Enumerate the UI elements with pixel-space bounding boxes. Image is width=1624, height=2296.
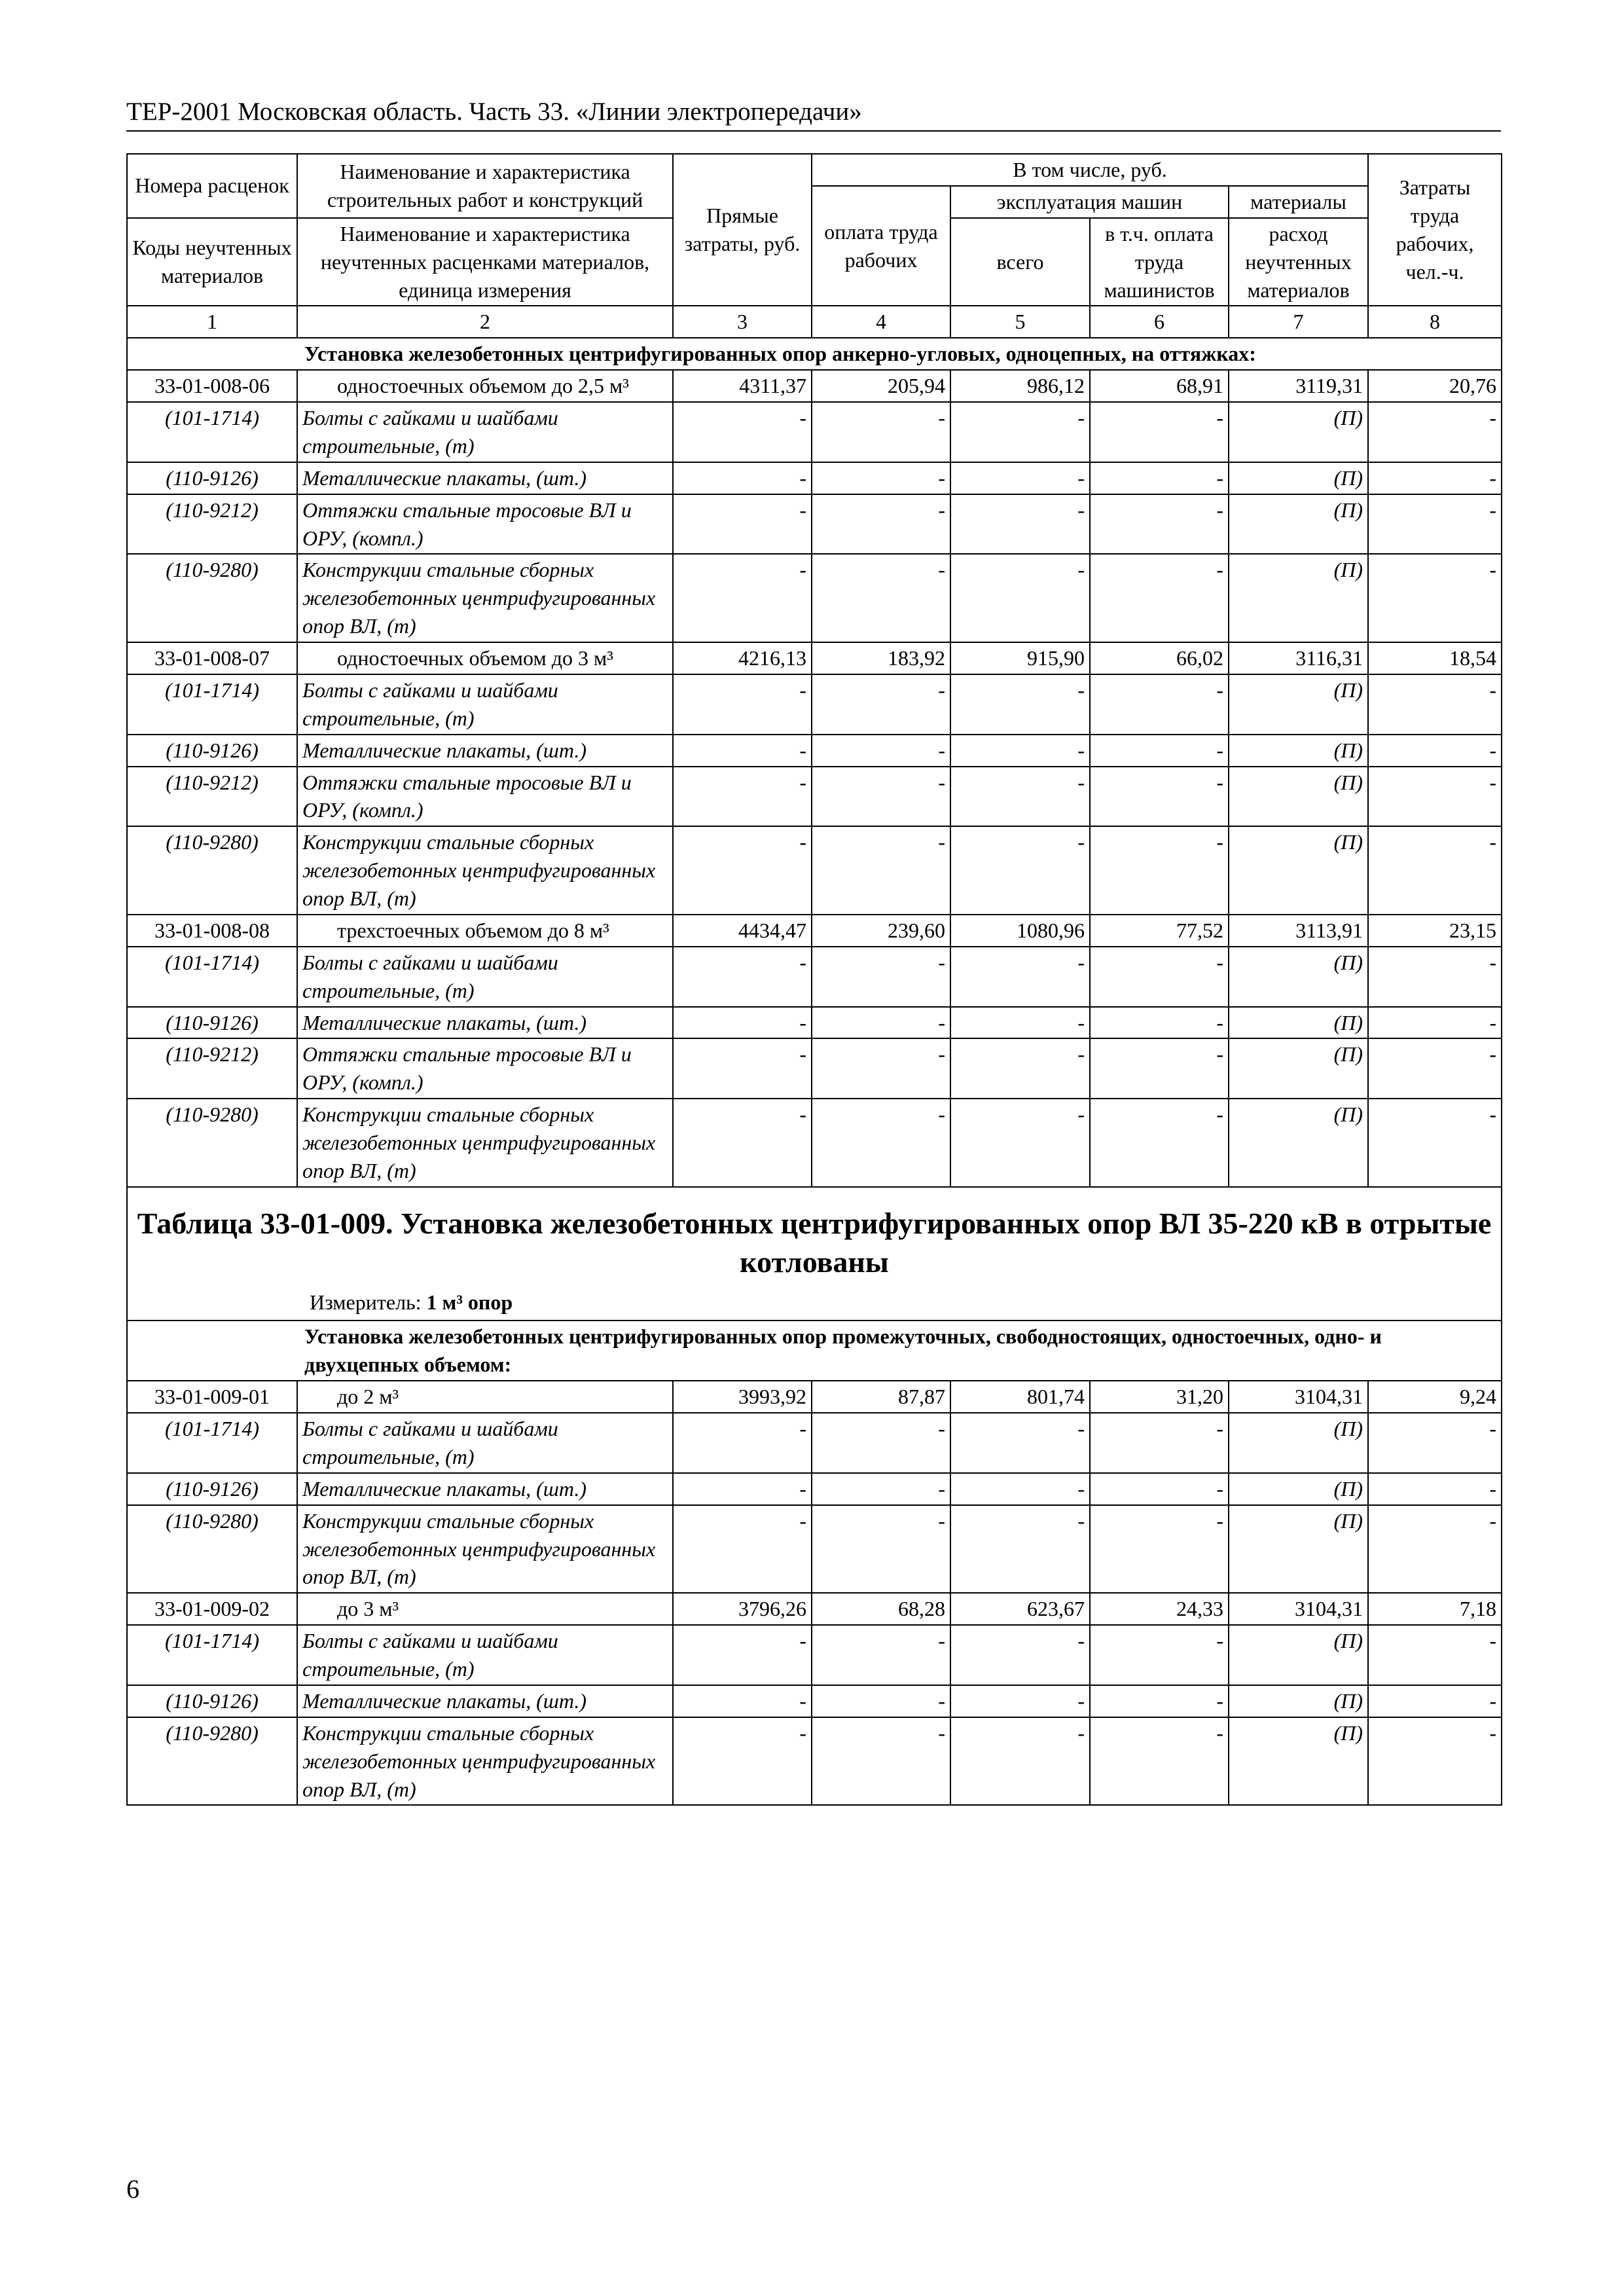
section-title: Установка железобетонных центрифугированных опор анкерно-угловых, одноцепных, на оттяжках: bbox=[127, 338, 1502, 370]
header-machines: эксплуатация машин bbox=[950, 186, 1229, 218]
empty-value: - bbox=[812, 1685, 950, 1717]
empty-value: - bbox=[1368, 462, 1502, 494]
header-rate-numbers: Номера расценок bbox=[127, 154, 297, 218]
empty-value: - bbox=[1090, 1099, 1229, 1187]
machines-total-value: 1080,96 bbox=[950, 915, 1090, 947]
rate-code: 33-01-008-06 bbox=[127, 370, 297, 402]
empty-value: - bbox=[1368, 1717, 1502, 1806]
header-labor: Затраты труда рабочих, чел.-ч. bbox=[1368, 154, 1502, 306]
direct-costs-value: 4434,47 bbox=[673, 915, 812, 947]
material-row bbox=[127, 674, 1502, 735]
section-title: Установка железобетонных центрифугированных опор промежуточных, свободностоящих, одностоечных, одно- и двухцепных объемом: bbox=[127, 1321, 1502, 1381]
empty-value: - bbox=[673, 947, 812, 1007]
materials-value: 3116,31 bbox=[1229, 642, 1368, 674]
column-number: 5 bbox=[950, 306, 1090, 338]
empty-value: - bbox=[812, 826, 950, 915]
empty-value: - bbox=[950, 1717, 1090, 1806]
material-name: Оттяжки стальные тросовые ВЛ и ОРУ, (компл.) bbox=[297, 494, 673, 555]
empty-value: - bbox=[950, 1099, 1090, 1187]
material-marker: (П) bbox=[1229, 1099, 1368, 1187]
direct-costs-value: 3796,26 bbox=[673, 1593, 812, 1625]
empty-value: - bbox=[1368, 826, 1502, 915]
material-name: Металлические плакаты, (шт.) bbox=[297, 1007, 673, 1039]
material-name: Болты с гайками и шайбами строительные, (т) bbox=[297, 402, 673, 462]
empty-value: - bbox=[1368, 1685, 1502, 1717]
empty-value: - bbox=[673, 767, 812, 827]
empty-value: - bbox=[673, 1473, 812, 1505]
rate-code: 33-01-009-01 bbox=[127, 1381, 297, 1413]
header-unaccounted-use: расход неучтенных материалов bbox=[1229, 218, 1368, 306]
empty-value: - bbox=[673, 494, 812, 555]
material-name: Болты с гайками и шайбами строительные, (т) bbox=[297, 674, 673, 735]
material-name: Конструкции стальные сборных железобетонных центрифугированных опор ВЛ, (т) bbox=[297, 1099, 673, 1187]
empty-value: - bbox=[1368, 1413, 1502, 1473]
direct-costs-value: 4216,13 bbox=[673, 642, 812, 674]
empty-value: - bbox=[1368, 767, 1502, 827]
empty-value: - bbox=[950, 826, 1090, 915]
table-title-block bbox=[127, 1187, 1502, 1321]
empty-value: - bbox=[1090, 735, 1229, 767]
material-code: (110-9126) bbox=[127, 462, 297, 494]
material-row bbox=[127, 1007, 1502, 1039]
machinists-value: 66,02 bbox=[1090, 642, 1229, 674]
material-name: Металлические плакаты, (шт.) bbox=[297, 1473, 673, 1505]
material-marker: (П) bbox=[1229, 767, 1368, 827]
material-code: (110-9280) bbox=[127, 826, 297, 915]
empty-value: - bbox=[950, 494, 1090, 555]
empty-value: - bbox=[950, 767, 1090, 827]
material-row bbox=[127, 1505, 1502, 1594]
header-total: всего bbox=[950, 218, 1090, 306]
labor-value: 7,18 bbox=[1368, 1593, 1502, 1625]
material-row bbox=[127, 735, 1502, 767]
material-code: (110-9280) bbox=[127, 1505, 297, 1594]
material-code: (110-9212) bbox=[127, 494, 297, 555]
empty-value: - bbox=[673, 1099, 812, 1187]
material-marker: (П) bbox=[1229, 1413, 1368, 1473]
empty-value: - bbox=[1090, 767, 1229, 827]
material-marker: (П) bbox=[1229, 462, 1368, 494]
empty-value: - bbox=[673, 1038, 812, 1099]
material-code: (101-1714) bbox=[127, 947, 297, 1007]
wages-value: 205,94 bbox=[812, 370, 950, 402]
unit-label: Измеритель: bbox=[310, 1290, 422, 1314]
material-marker: (П) bbox=[1229, 1685, 1368, 1717]
material-marker: (П) bbox=[1229, 826, 1368, 915]
empty-value: - bbox=[812, 402, 950, 462]
empty-value: - bbox=[673, 554, 812, 642]
direct-costs-value: 4311,37 bbox=[673, 370, 812, 402]
machines-total-value: 801,74 bbox=[950, 1381, 1090, 1413]
rate-code: 33-01-009-02 bbox=[127, 1593, 297, 1625]
rate-row bbox=[127, 915, 1502, 947]
empty-value: - bbox=[1090, 1413, 1229, 1473]
material-code: (110-9212) bbox=[127, 767, 297, 827]
empty-value: - bbox=[1368, 402, 1502, 462]
empty-value: - bbox=[1368, 735, 1502, 767]
empty-value: - bbox=[1090, 1473, 1229, 1505]
material-row bbox=[127, 1038, 1502, 1099]
empty-value: - bbox=[950, 1413, 1090, 1473]
empty-value: - bbox=[1090, 494, 1229, 555]
material-row bbox=[127, 1685, 1502, 1717]
machinists-value: 31,20 bbox=[1090, 1381, 1229, 1413]
material-marker: (П) bbox=[1229, 1505, 1368, 1594]
machines-total-value: 623,67 bbox=[950, 1593, 1090, 1625]
column-number: 2 bbox=[297, 306, 673, 338]
rate-code: 33-01-008-08 bbox=[127, 915, 297, 947]
material-row bbox=[127, 1717, 1502, 1806]
column-number: 4 bbox=[812, 306, 950, 338]
page-header: ТЕР-2001 Московская область. Часть 33. «Линии электропередачи» bbox=[126, 97, 1501, 132]
empty-value: - bbox=[950, 1685, 1090, 1717]
labor-value: 23,15 bbox=[1368, 915, 1502, 947]
empty-value: - bbox=[673, 402, 812, 462]
header-incl-machinists: в т.ч. оплата труда машинистов bbox=[1090, 218, 1229, 306]
empty-value: - bbox=[1368, 1473, 1502, 1505]
empty-value: - bbox=[1090, 1685, 1229, 1717]
empty-value: - bbox=[950, 402, 1090, 462]
material-row bbox=[127, 1473, 1502, 1505]
rate-row bbox=[127, 642, 1502, 674]
material-name: Металлические плакаты, (шт.) bbox=[297, 462, 673, 494]
header-codes-unaccounted: Коды неучтенных материалов bbox=[127, 218, 297, 306]
empty-value: - bbox=[1090, 1038, 1229, 1099]
materials-value: 3119,31 bbox=[1229, 370, 1368, 402]
material-name: Болты с гайками и шайбами строительные, (т) bbox=[297, 1413, 673, 1473]
material-name: Металлические плакаты, (шт.) bbox=[297, 1685, 673, 1717]
rate-name: трехстоечных объемом до 8 м³ bbox=[297, 915, 673, 947]
empty-value: - bbox=[673, 826, 812, 915]
empty-value: - bbox=[673, 735, 812, 767]
empty-value: - bbox=[950, 554, 1090, 642]
labor-value: 9,24 bbox=[1368, 1381, 1502, 1413]
material-row bbox=[127, 402, 1502, 462]
empty-value: - bbox=[1368, 674, 1502, 735]
material-marker: (П) bbox=[1229, 1038, 1368, 1099]
empty-value: - bbox=[950, 1473, 1090, 1505]
empty-value: - bbox=[812, 767, 950, 827]
empty-value: - bbox=[673, 1717, 812, 1806]
page-number: 6 bbox=[126, 2174, 139, 2204]
material-row bbox=[127, 1413, 1502, 1473]
empty-value: - bbox=[950, 674, 1090, 735]
empty-value: - bbox=[950, 1505, 1090, 1594]
empty-value: - bbox=[812, 1505, 950, 1594]
empty-value: - bbox=[1368, 1099, 1502, 1187]
material-row bbox=[127, 1625, 1502, 1685]
empty-value: - bbox=[1368, 554, 1502, 642]
material-name: Конструкции стальные сборных железобетонных центрифугированных опор ВЛ, (т) bbox=[297, 554, 673, 642]
empty-value: - bbox=[1090, 1625, 1229, 1685]
material-marker: (П) bbox=[1229, 674, 1368, 735]
labor-value: 18,54 bbox=[1368, 642, 1502, 674]
column-number: 8 bbox=[1368, 306, 1502, 338]
material-code: (101-1714) bbox=[127, 674, 297, 735]
empty-value: - bbox=[812, 1473, 950, 1505]
material-name: Оттяжки стальные тросовые ВЛ и ОРУ, (компл.) bbox=[297, 767, 673, 827]
material-code: (110-9280) bbox=[127, 1717, 297, 1806]
material-code: (110-9126) bbox=[127, 1007, 297, 1039]
rate-row bbox=[127, 1381, 1502, 1413]
rate-row bbox=[127, 1593, 1502, 1625]
header-direct-costs: Прямые затраты, руб. bbox=[673, 154, 812, 306]
material-row bbox=[127, 767, 1502, 827]
empty-value: - bbox=[1368, 1038, 1502, 1099]
empty-value: - bbox=[1090, 554, 1229, 642]
machines-total-value: 986,12 bbox=[950, 370, 1090, 402]
material-marker: (П) bbox=[1229, 1717, 1368, 1806]
column-number: 1 bbox=[127, 306, 297, 338]
empty-value: - bbox=[1090, 826, 1229, 915]
material-marker: (П) bbox=[1229, 402, 1368, 462]
empty-value: - bbox=[812, 947, 950, 1007]
empty-value: - bbox=[812, 1717, 950, 1806]
column-number: 6 bbox=[1090, 306, 1229, 338]
material-name: Конструкции стальные сборных железобетонных центрифугированных опор ВЛ, (т) bbox=[297, 1717, 673, 1806]
column-numbers-row bbox=[127, 306, 1502, 338]
empty-value: - bbox=[950, 462, 1090, 494]
empty-value: - bbox=[673, 1413, 812, 1473]
empty-value: - bbox=[812, 735, 950, 767]
material-marker: (П) bbox=[1229, 1473, 1368, 1505]
material-name: Конструкции стальные сборных железобетонных центрифугированных опор ВЛ, (т) bbox=[297, 1505, 673, 1594]
machinists-value: 24,33 bbox=[1090, 1593, 1229, 1625]
material-marker: (П) bbox=[1229, 1007, 1368, 1039]
empty-value: - bbox=[812, 462, 950, 494]
unit-value: 1 м³ опор bbox=[426, 1290, 513, 1314]
empty-value: - bbox=[812, 494, 950, 555]
material-name: Болты с гайками и шайбами строительные, (т) bbox=[297, 947, 673, 1007]
column-number: 3 bbox=[673, 306, 812, 338]
empty-value: - bbox=[1090, 1717, 1229, 1806]
material-marker: (П) bbox=[1229, 554, 1368, 642]
empty-value: - bbox=[1368, 1007, 1502, 1039]
empty-value: - bbox=[812, 554, 950, 642]
empty-value: - bbox=[673, 1007, 812, 1039]
empty-value: - bbox=[673, 1685, 812, 1717]
material-marker: (П) bbox=[1229, 947, 1368, 1007]
empty-value: - bbox=[812, 1099, 950, 1187]
materials-value: 3104,31 bbox=[1229, 1593, 1368, 1625]
rate-row bbox=[127, 370, 1502, 402]
labor-value: 20,76 bbox=[1368, 370, 1502, 402]
empty-value: - bbox=[812, 1625, 950, 1685]
empty-value: - bbox=[673, 462, 812, 494]
machinists-value: 68,91 bbox=[1090, 370, 1229, 402]
wages-value: 183,92 bbox=[812, 642, 950, 674]
rate-name: до 3 м³ bbox=[297, 1593, 673, 1625]
empty-value: - bbox=[812, 1413, 950, 1473]
rate-code: 33-01-008-07 bbox=[127, 642, 297, 674]
material-code: (110-9126) bbox=[127, 1685, 297, 1717]
material-code: (110-9126) bbox=[127, 1473, 297, 1505]
rate-name: одностоечных объемом до 2,5 м³ bbox=[297, 370, 673, 402]
empty-value: - bbox=[950, 735, 1090, 767]
wages-value: 68,28 bbox=[812, 1593, 950, 1625]
material-code: (101-1714) bbox=[127, 1625, 297, 1685]
material-code: (101-1714) bbox=[127, 402, 297, 462]
empty-value: - bbox=[1090, 402, 1229, 462]
empty-value: - bbox=[1368, 494, 1502, 555]
empty-value: - bbox=[1368, 1505, 1502, 1594]
empty-value: - bbox=[812, 1007, 950, 1039]
wages-value: 239,60 bbox=[812, 915, 950, 947]
empty-value: - bbox=[950, 1007, 1090, 1039]
empty-value: - bbox=[950, 1038, 1090, 1099]
material-code: (110-9280) bbox=[127, 554, 297, 642]
material-row bbox=[127, 1099, 1502, 1187]
material-row bbox=[127, 462, 1502, 494]
empty-value: - bbox=[1368, 947, 1502, 1007]
rates-table bbox=[126, 153, 1502, 1806]
material-row bbox=[127, 947, 1502, 1007]
header-materials: материалы bbox=[1229, 186, 1368, 218]
rate-name: одностоечных объемом до 3 м³ bbox=[297, 642, 673, 674]
material-marker: (П) bbox=[1229, 494, 1368, 555]
material-code: (110-9126) bbox=[127, 735, 297, 767]
empty-value: - bbox=[1090, 1505, 1229, 1594]
column-number: 7 bbox=[1229, 306, 1368, 338]
material-code: (110-9280) bbox=[127, 1099, 297, 1187]
empty-value: - bbox=[673, 1505, 812, 1594]
table-title: Таблица 33-01-009. Установка железобетонных центрифугированных опор ВЛ 35-220 кВ в отрытые котлованы bbox=[137, 1206, 1492, 1279]
unit-line bbox=[310, 1288, 1494, 1317]
machinists-value: 77,52 bbox=[1090, 915, 1229, 947]
header-name-unaccounted: Наименование и характеристика неучтенных расценками материалов, единица измерения bbox=[297, 218, 673, 306]
materials-value: 3104,31 bbox=[1229, 1381, 1368, 1413]
empty-value: - bbox=[673, 1625, 812, 1685]
material-name: Болты с гайками и шайбами строительные, (т) bbox=[297, 1625, 673, 1685]
material-code: (110-9212) bbox=[127, 1038, 297, 1099]
material-name: Металлические плакаты, (шт.) bbox=[297, 735, 673, 767]
empty-value: - bbox=[950, 947, 1090, 1007]
material-code: (101-1714) bbox=[127, 1413, 297, 1473]
empty-value: - bbox=[1090, 947, 1229, 1007]
empty-value: - bbox=[812, 674, 950, 735]
empty-value: - bbox=[1090, 674, 1229, 735]
empty-value: - bbox=[1368, 1625, 1502, 1685]
material-marker: (П) bbox=[1229, 735, 1368, 767]
empty-value: - bbox=[950, 1625, 1090, 1685]
material-row bbox=[127, 554, 1502, 642]
empty-value: - bbox=[1090, 1007, 1229, 1039]
header-including: В том числе, руб. bbox=[812, 154, 1368, 186]
materials-value: 3113,91 bbox=[1229, 915, 1368, 947]
material-marker: (П) bbox=[1229, 1625, 1368, 1685]
empty-value: - bbox=[812, 1038, 950, 1099]
machines-total-value: 915,90 bbox=[950, 642, 1090, 674]
material-row bbox=[127, 494, 1502, 555]
header-name-char: Наименование и характеристика строительных работ и конструкций bbox=[297, 154, 673, 218]
material-name: Оттяжки стальные тросовые ВЛ и ОРУ, (компл.) bbox=[297, 1038, 673, 1099]
material-name: Конструкции стальные сборных железобетонных центрифугированных опор ВЛ, (т) bbox=[297, 826, 673, 915]
wages-value: 87,87 bbox=[812, 1381, 950, 1413]
material-row bbox=[127, 826, 1502, 915]
direct-costs-value: 3993,92 bbox=[673, 1381, 812, 1413]
empty-value: - bbox=[673, 674, 812, 735]
empty-value: - bbox=[1090, 462, 1229, 494]
header-wages: оплата труда рабочих bbox=[812, 186, 950, 306]
rate-name: до 2 м³ bbox=[297, 1381, 673, 1413]
